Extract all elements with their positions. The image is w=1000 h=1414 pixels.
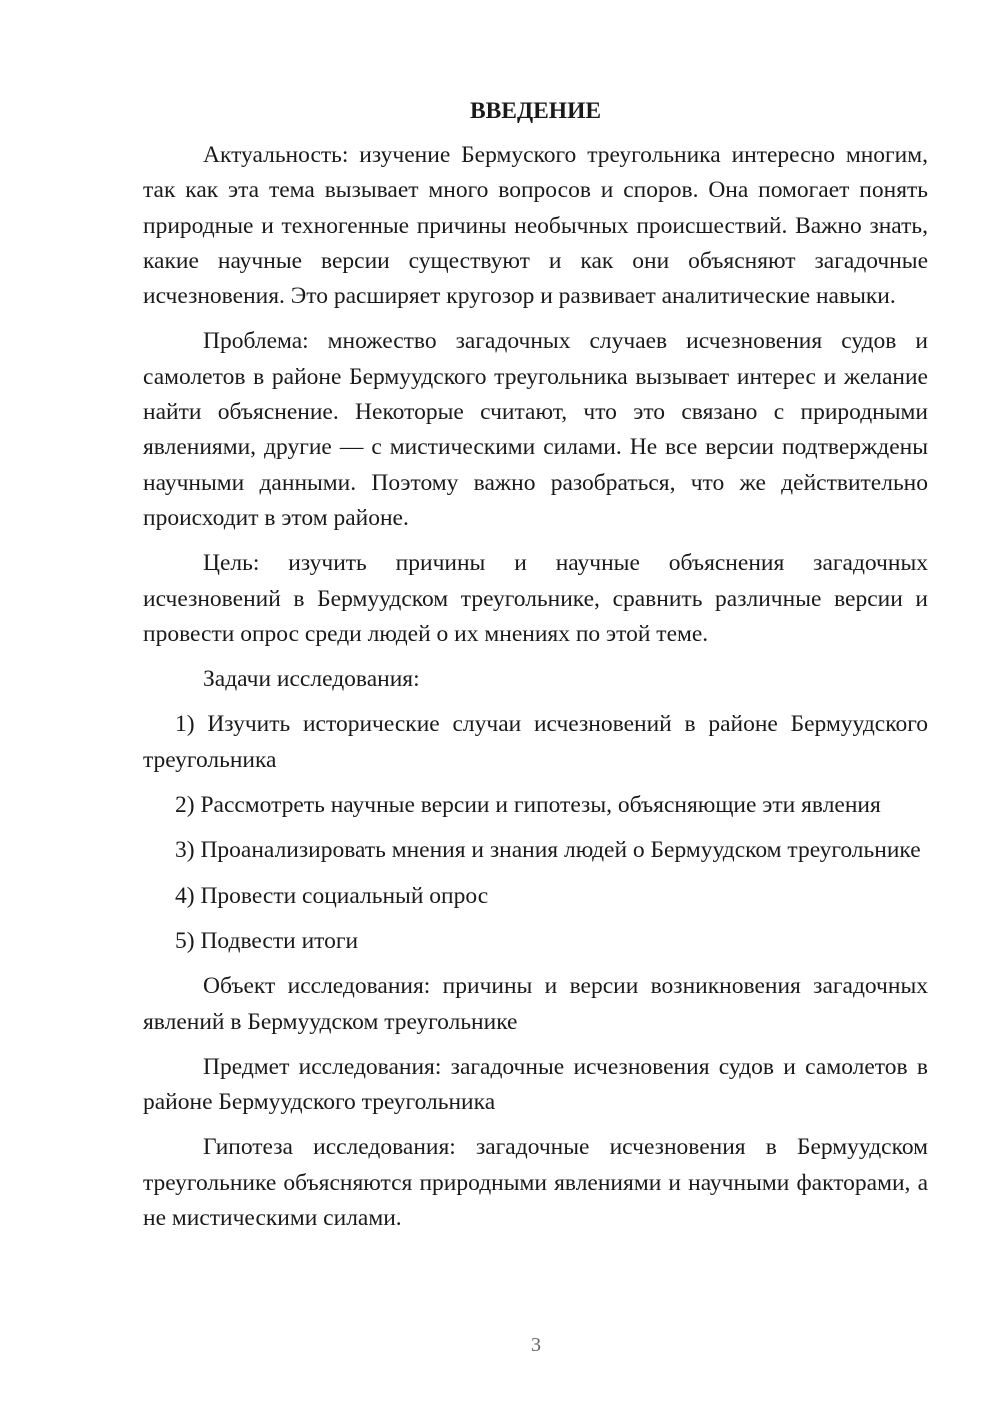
paragraph-relevance: Актуальность: изучение Бермуского треугольника интересно многим, так как эта тема вызывает много вопросов и споров. Она помогает понять природные и техногенные причины необычных происшествий. Важно знать, какие научные версии существуют и как они объясняют загадочные исчезновения. Это расширяет кругозор и развивает аналитические навыки. [143,142,928,310]
paragraph-subject: Предмет исследования: загадочные исчезновения судов и самолетов в районе Бермуудского треугольника [143,1053,928,1116]
paragraph-problem: Проблема: множество загадочных случаев исчезновения судов и самолетов в районе Бермуудского треугольника вызывает интерес и желание найти объяснение. Некоторые считают, что это связано с природными явлениями, другие — с мистическими силами. Не все версии подтверждены научными данными. Поэтому важно разобраться, что же действительно происходит в этом районе. [143,328,928,531]
paragraph-goal: Цель: изучить причины и научные объяснения загадочных исчезновений в Бермуудском треугольнике, сравнить различные версии и провести опрос среди людей о их мнениях по этой теме. [143,550,928,647]
section-title: ВВЕДЕНИЕ [469,98,602,124]
task-item-1: 1) Изучить исторические случаи исчезновений в районе Бермуудского треугольника [143,711,928,773]
task-item-3: 3) Проанализировать мнения и знания людей о Бермуудском треугольнике [175,837,921,864]
paragraph-object: Объект исследования: причины и версии возникновения загадочных явлений в Бермуудском треугольнике [143,973,928,1035]
task-item-5: 5) Подвести итоги [175,927,359,954]
page-content [143,94,928,1246]
paragraph-hypothesis: Гипотеза исследования: загадочные исчезновения в Бермуудском треугольнике объясняются природными явлениями и научными факторами, а не мистическими силами. [143,1134,928,1232]
tasks-heading: Задачи исследования: [203,666,420,693]
page-number: 3 [531,1334,541,1356]
task-item-4: 4) Провести социальный опрос [175,882,489,909]
task-item-2: 2) Рассмотреть научные версии и гипотезы, объясняющие эти явления [175,792,881,819]
